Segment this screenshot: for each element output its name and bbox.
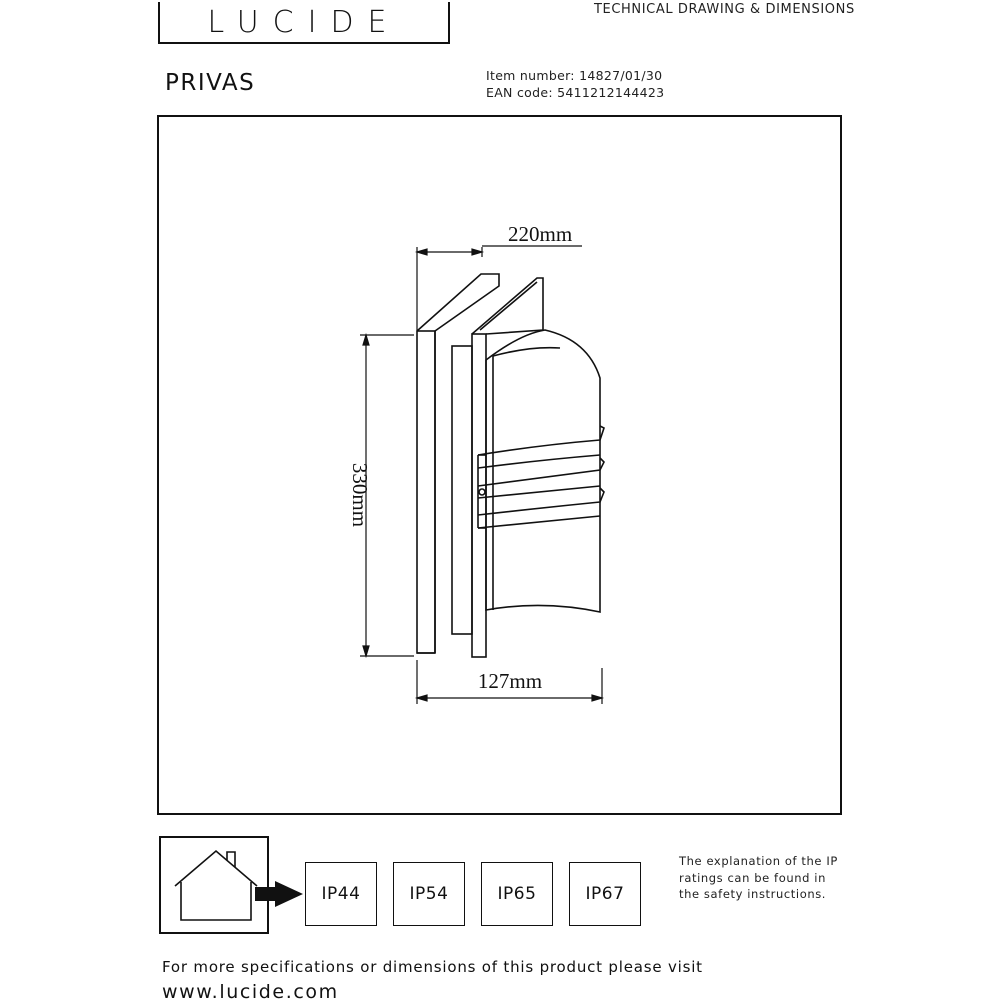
- document-title: TECHNICAL DRAWING & DIMENSIONS: [594, 2, 855, 17]
- back-plate: [417, 331, 435, 653]
- ean-code-label: EAN code:: [486, 85, 553, 100]
- ring-top: [478, 426, 604, 455]
- ip-explanation-note: The explanation of the IP ratings can be found in the safety instructions.: [679, 854, 838, 901]
- brand-logo: LUCIDE: [207, 5, 401, 40]
- width-label: 127mm: [477, 669, 543, 693]
- product-name: PRIVAS: [165, 70, 256, 96]
- ring-middle: [478, 458, 604, 486]
- footer-link[interactable]: www.lucide.com: [162, 981, 339, 1003]
- middle-plate: [472, 334, 486, 657]
- ean-code-line: [486, 85, 664, 100]
- item-number-value: 14827/01/30: [579, 68, 663, 83]
- footer-text: For more specifications or dimensions of this product please visit: [162, 958, 703, 976]
- item-number-line: [486, 68, 662, 83]
- ip-badge-ip54: IP54: [393, 862, 465, 926]
- ip-badge-ip44: IP44: [305, 862, 377, 926]
- dimension-depth: [417, 246, 582, 330]
- mount-spacer: [452, 346, 472, 634]
- lamp-drawing: [417, 274, 604, 657]
- depth-label: 220mm: [508, 222, 573, 246]
- house-icon: [159, 836, 309, 934]
- ip-badge-ip67: IP67: [569, 862, 641, 926]
- item-number-label: Item number:: [486, 68, 575, 83]
- height-label: 330mm: [348, 462, 372, 528]
- ip-badge-ip65: IP65: [481, 862, 553, 926]
- arrow-right-icon: [255, 881, 303, 907]
- ean-code-value: 5411212144423: [557, 85, 665, 100]
- lamp-cylinder: [486, 330, 600, 612]
- technical-drawing: [157, 115, 842, 815]
